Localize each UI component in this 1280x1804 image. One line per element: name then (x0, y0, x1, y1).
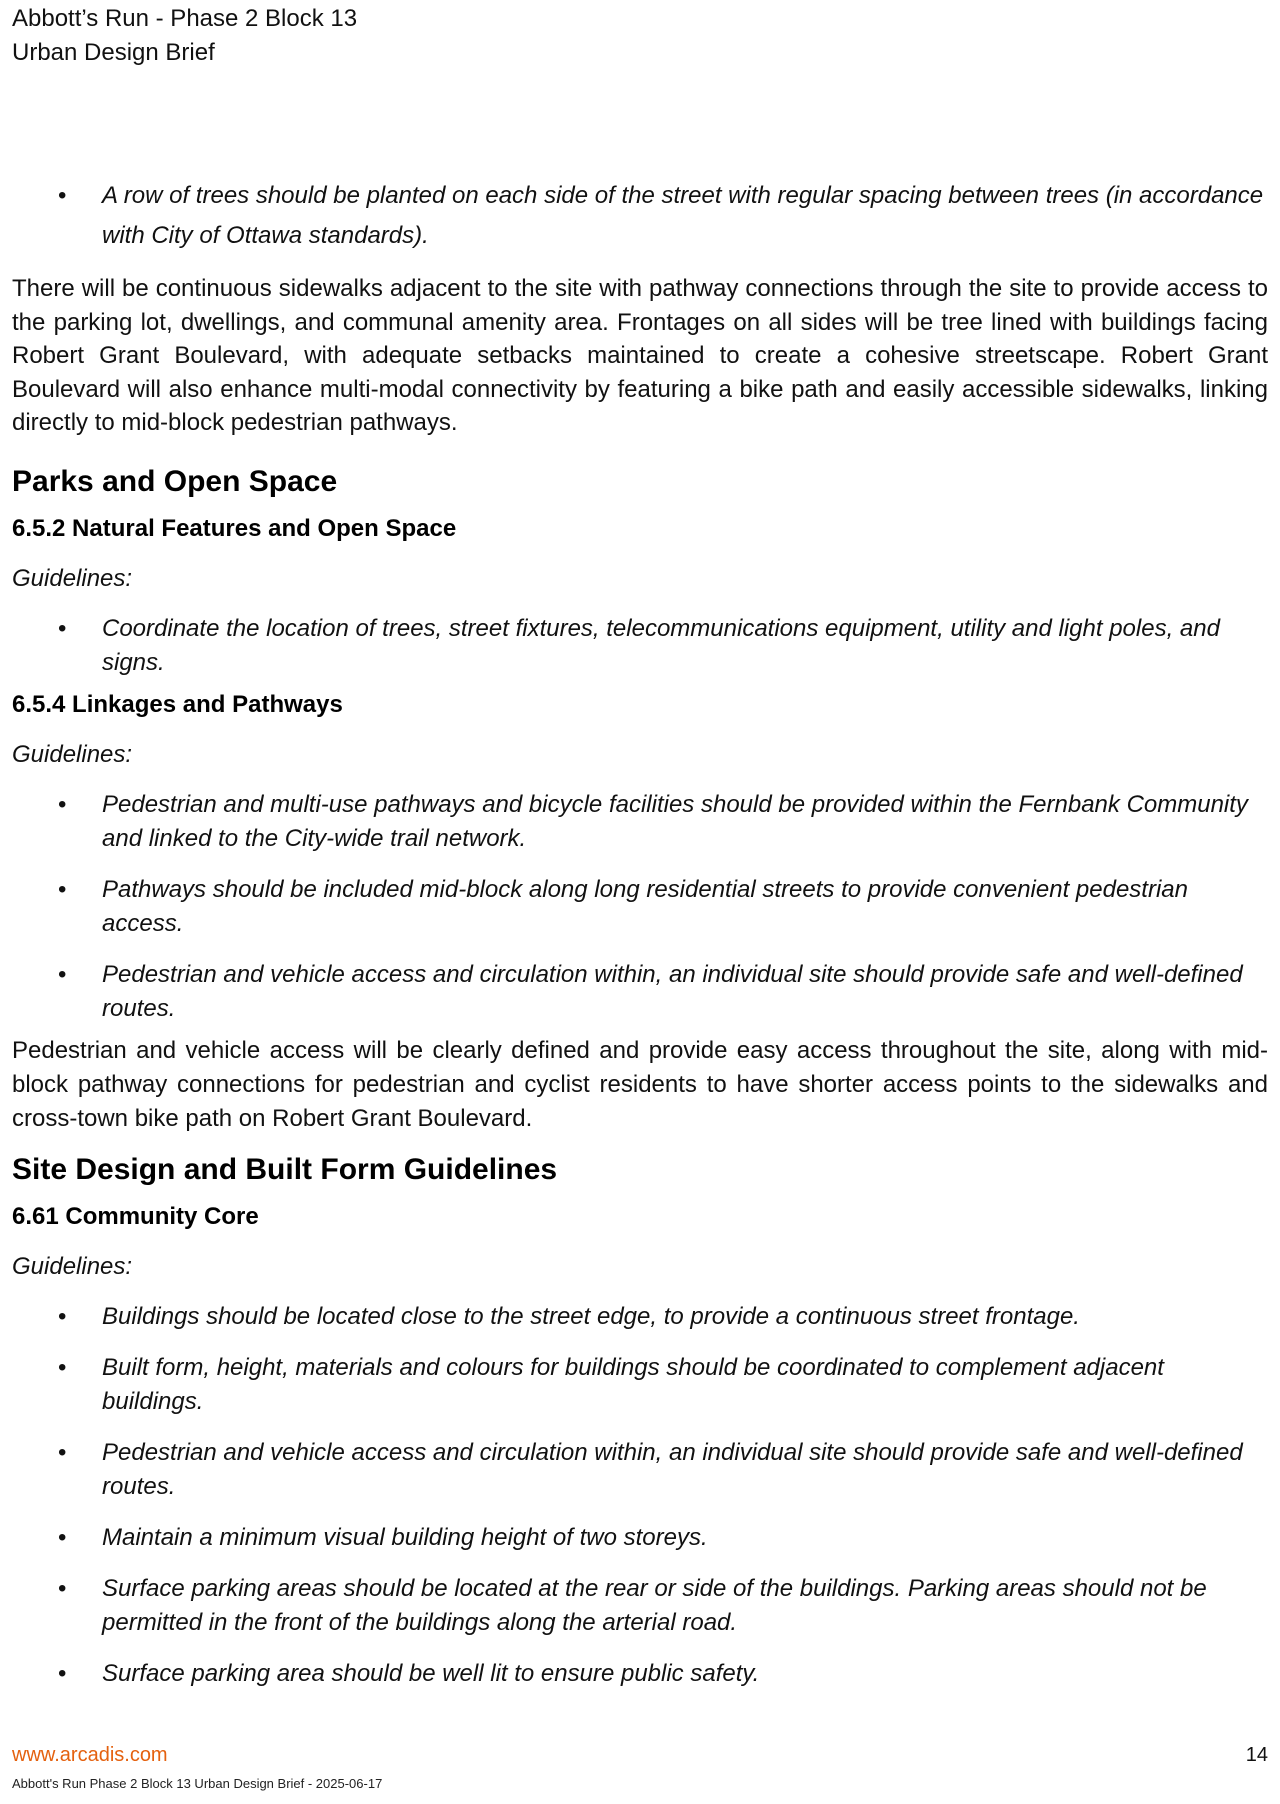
page-number: 14 (1245, 1744, 1268, 1766)
subsection-heading-community-core: 6.61 Community Core (12, 1202, 259, 1230)
guidelines-label: Guidelines: (12, 1252, 133, 1280)
list-item: • Maintain a minimum visual building height of two storeys. (12, 1521, 1268, 1555)
list-item: • Coordinate the location of trees, street fixtures, telecommunications equipment, utility and light poles, and signs. (12, 612, 1268, 680)
section-heading-parks: Parks and Open Space (12, 464, 338, 498)
guidelines-label: Guidelines: (12, 740, 133, 768)
body-paragraph: There will be continuous sidewalks adjacent to the site with pathway connections through the site to provide access to the parking lot, dwellings, and communal amenity area. Frontages on all sides will be tree lined with buildings facing Robert Grant Boulevard, with adequate setbacks maintained to create a cohesive streetscape. Robert Grant Boulevard will also enhance multi-modal connectivity by featuring a bike path and easily accessible sidewalks, linking directly to mid-block pedestrian pathways. (12, 275, 1268, 436)
guidelines-label: Guidelines: (12, 564, 133, 592)
page-content (12, 176, 1268, 1691)
subsection-heading-natural-features: 6.5.2 Natural Features and Open Space (12, 514, 457, 542)
footer-document-title: Abbott's Run Phase 2 Block 13 Urban Design Brief - 2025-06-17 (12, 1776, 383, 1791)
section-heading-site-design: Site Design and Built Form Guidelines (12, 1152, 558, 1186)
list-item: • A row of trees should be planted on each side of the street with regular spacing between trees (in accordance with City of Ottawa standards). (12, 176, 1268, 256)
list-item: • Pedestrian and vehicle access and circulation within, an individual site should provide safe and well-defined routes. (12, 1436, 1268, 1504)
linkages-list (12, 788, 1268, 1026)
natural-features-list (12, 612, 1268, 680)
top-bullet-list (12, 176, 1268, 256)
list-item: • Pedestrian and multi-use pathways and bicycle facilities should be provided within the Fernbank Community and linked to the City-wide trail network. (12, 788, 1268, 856)
list-item: • Surface parking area should be well lit to ensure public safety. (12, 1657, 1268, 1691)
list-item: • Pedestrian and vehicle access and circulation within, an individual site should provide safe and well-defined routes. (12, 958, 1268, 1026)
list-item: • Buildings should be located close to the street edge, to provide a continuous street frontage. (12, 1300, 1268, 1334)
list-item: • Surface parking areas should be located at the rear or side of the buildings. Parking areas should not be permitted in the front of the buildings along the arterial road. (12, 1572, 1268, 1640)
page-header (12, 2, 357, 70)
footer-website-link[interactable]: www.arcadis.com (12, 1744, 168, 1766)
header-subtitle: Urban Design Brief (12, 39, 215, 66)
community-core-list (12, 1300, 1268, 1691)
header-title: Abbott’s Run - Phase 2 Block 13 (12, 5, 358, 32)
list-item: • Pathways should be included mid-block along long residential streets to provide convenient pedestrian access. (12, 873, 1268, 941)
subsection-heading-linkages: 6.5.4 Linkages and Pathways (12, 690, 343, 718)
list-item: • Built form, height, materials and colours for buildings should be coordinated to complement adjacent buildings. (12, 1351, 1268, 1419)
body-paragraph: Pedestrian and vehicle access will be clearly defined and provide easy access throughout the site, along with mid-block pathway connections for pedestrian and cyclist residents to have shorter access points to the sidewalks and cross-town bike path on Robert Grant Boulevard. (12, 1036, 1268, 1132)
